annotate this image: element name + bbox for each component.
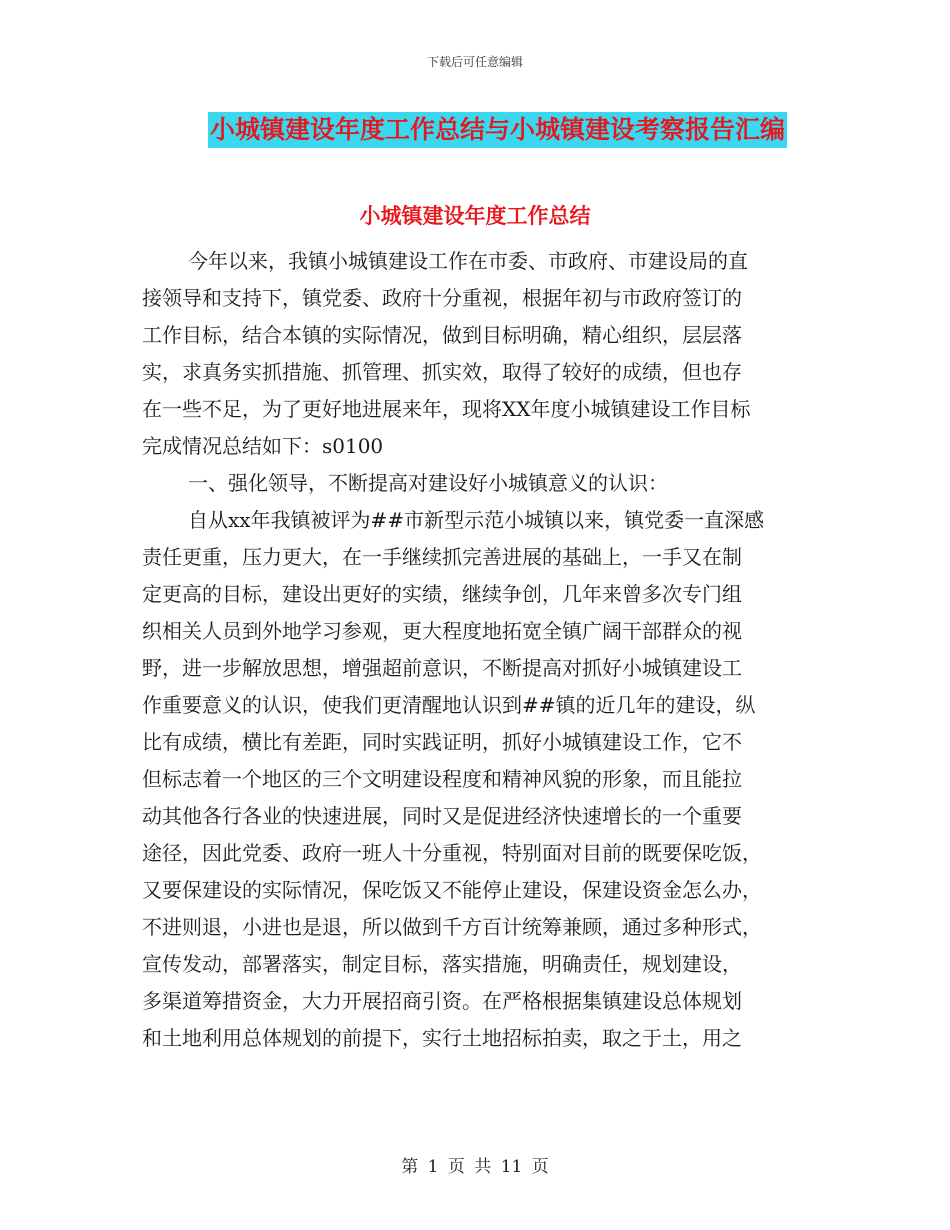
paragraph-line: 比有成绩，横比有差距，同时实践证明，抓好小城镇建设工作，它不 [142, 730, 742, 754]
paragraph-line: 完成情况总结如下：s0100 [142, 434, 384, 458]
paragraph-line: 责任更重，压力更大，在一手继续抓完善进展的基础上，一手又在制 [142, 545, 742, 569]
paragraph-line: 多渠道筹措资金，大力开展招商引资。在严格根据集镇建设总体规划 [142, 989, 742, 1013]
paragraph-line: 织相关人员到外地学习参观，更大程度地拓宽全镇广阔干部群众的视 [142, 619, 742, 643]
paragraph-line: 不进则退，小进也是退，所以做到千方百计统筹兼顾，通过多种形式， [142, 915, 762, 939]
paragraph-line: 接领导和支持下，镇党委、政府十分重视，根据年初与市政府签订的 [142, 286, 742, 310]
header-note: 下载后可任意编辑 [426, 55, 523, 69]
document-title: 小城镇建设年度工作总结与小城镇建设考察报告汇编 [208, 112, 787, 148]
paragraph-line: 和土地利用总体规划的前提下，实行土地招标拍卖，取之于土，用之 [142, 1026, 742, 1050]
document-title-container [0, 112, 950, 148]
paragraph-line: 定更高的目标，建设出更好的实绩，继续争创，几年来曾多次专门组 [142, 582, 742, 606]
paragraph-line: 动其他各行各业的快速进展，同时又是促进经济快速增长的一个重要 [142, 804, 742, 828]
paragraph-line: 野，进一步解放思想，增强超前意识，不断提高对抓好小城镇建设工 [142, 656, 742, 680]
paragraph-line: 工作目标，结合本镇的实际情况，做到目标明确，精心组织，层层落 [142, 323, 742, 347]
paragraph-line: 途径，因此党委、政府一班人十分重视，特别面对目前的既要保吃饭， [142, 841, 762, 865]
page-footer: 第 1 页 共 11 页 [401, 1157, 549, 1177]
paragraph-line: 但标志着一个地区的三个文明建设程度和精神风貌的形象，而且能拉 [142, 767, 742, 791]
paragraph-line: 宣传发动，部署落实，制定目标，落实措施，明确责任，规划建设， [142, 952, 742, 976]
paragraph-line: 自从xx年我镇被评为##市新型示范小城镇以来，镇党委一直深感 [188, 508, 765, 532]
paragraph-line: 作重要意义的认识，使我们更清醒地认识到##镇的近几年的建设，纵 [142, 693, 756, 717]
paragraph-line: 今年以来，我镇小城镇建设工作在市委、市政府、市建设局的直 [188, 249, 748, 273]
paragraph-line: 又要保建设的实际情况，保吃饭又不能停止建设，保建设资金怎么办， [142, 878, 762, 902]
paragraph-line: 在一些不足，为了更好地进展来年，现将XX年度小城镇建设工作目标 [142, 397, 751, 421]
section-title: 小城镇建设年度工作总结 [359, 204, 591, 228]
body-text [142, 243, 802, 1057]
section-heading-line: 一、强化领导，不断提高对建设好小城镇意义的认识： [188, 471, 668, 495]
paragraph-line: 实，求真务实抓措施、抓管理、抓实效，取得了较好的成绩，但也存 [142, 360, 742, 384]
